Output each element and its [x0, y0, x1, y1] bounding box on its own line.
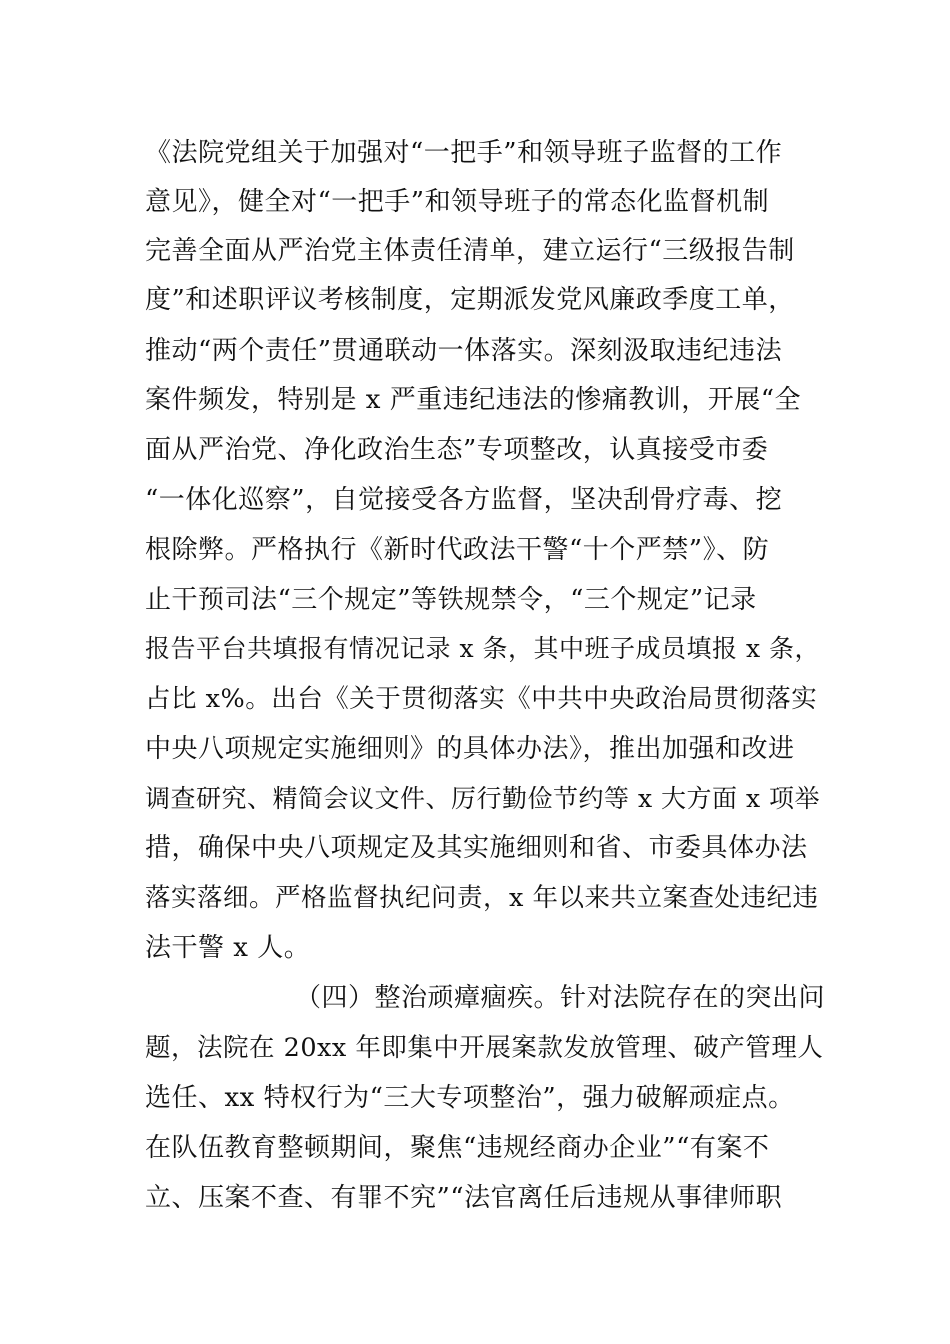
text-line: 占比 x%。出台《关于贯彻落实《中共中央政治局贯彻落实 — [145, 684, 818, 714]
text-line: 调查研究、精简会议文件、厉行勤俭节约等 x 大方面 x 项举 — [145, 784, 820, 813]
text-line: 选任、xx 特权行为“三大专项整治”，强力破解顽症点。 — [145, 1083, 795, 1113]
text-line: 度”和述职评议考核制度，定期派发党风廉政季度工单， — [145, 285, 795, 315]
text-line: 落实落细。严格监督执纪问责，x 年以来共立案查处违纪违 — [145, 883, 819, 913]
text-line: 题，法院在 20xx 年即集中开展案款发放管理、破产管理人 — [145, 1033, 824, 1063]
text-line: 止干预司法“三个规定”等铁规禁令，“三个规定”记录 — [145, 585, 757, 615]
text-line: 《法院党组关于加强对“一把手”和领导班子监督的工作 — [145, 138, 783, 168]
text-line: 措，确保中央八项规定及其实施细则和省、市委具体办法 — [145, 833, 808, 863]
text-line: 法干警 x 人。 — [145, 933, 311, 963]
text-line: 立、压案不查、有罪不究”“法官离任后违规从事律师职 — [145, 1183, 783, 1213]
text-line: 根除弊。严格执行《新时代政法干警“十个严禁”》、防 — [145, 535, 770, 565]
text-line: 中央八项规定实施细则》的具体办法》，推出加强和改进 — [145, 734, 795, 764]
text-line: 案件频发，特别是 x 严重违纪违法的惨痛教训，开展“全 — [145, 385, 801, 415]
text-line: 在队伍教育整顿期间，聚焦“违规经商办企业”“有案不 — [145, 1133, 770, 1163]
text-line: “一体化巡察”，自觉接受各方监督，坚决刮骨疗毒、挖 — [145, 485, 783, 515]
text-line: 完善全面从严治党主体责任清单，建立运行“三级报告制 — [145, 236, 795, 266]
text-line: 报告平台共填报有情况记录 x 条，其中班子成员填报 x 条， — [145, 634, 820, 663]
text-line: 面从严治党、净化政治生态”专项整改，认真接受市委 — [145, 435, 769, 465]
text-line: 意见》，健全对“一把手”和领导班子的常态化监督机制 — [145, 187, 770, 217]
text-line: 推动“两个责任”贯通联动一体落实。深刻汲取违纪违法 — [145, 336, 783, 366]
section-heading-line: （四）整治顽瘴痼疾。针对法院存在的突出问 — [295, 983, 826, 1013]
